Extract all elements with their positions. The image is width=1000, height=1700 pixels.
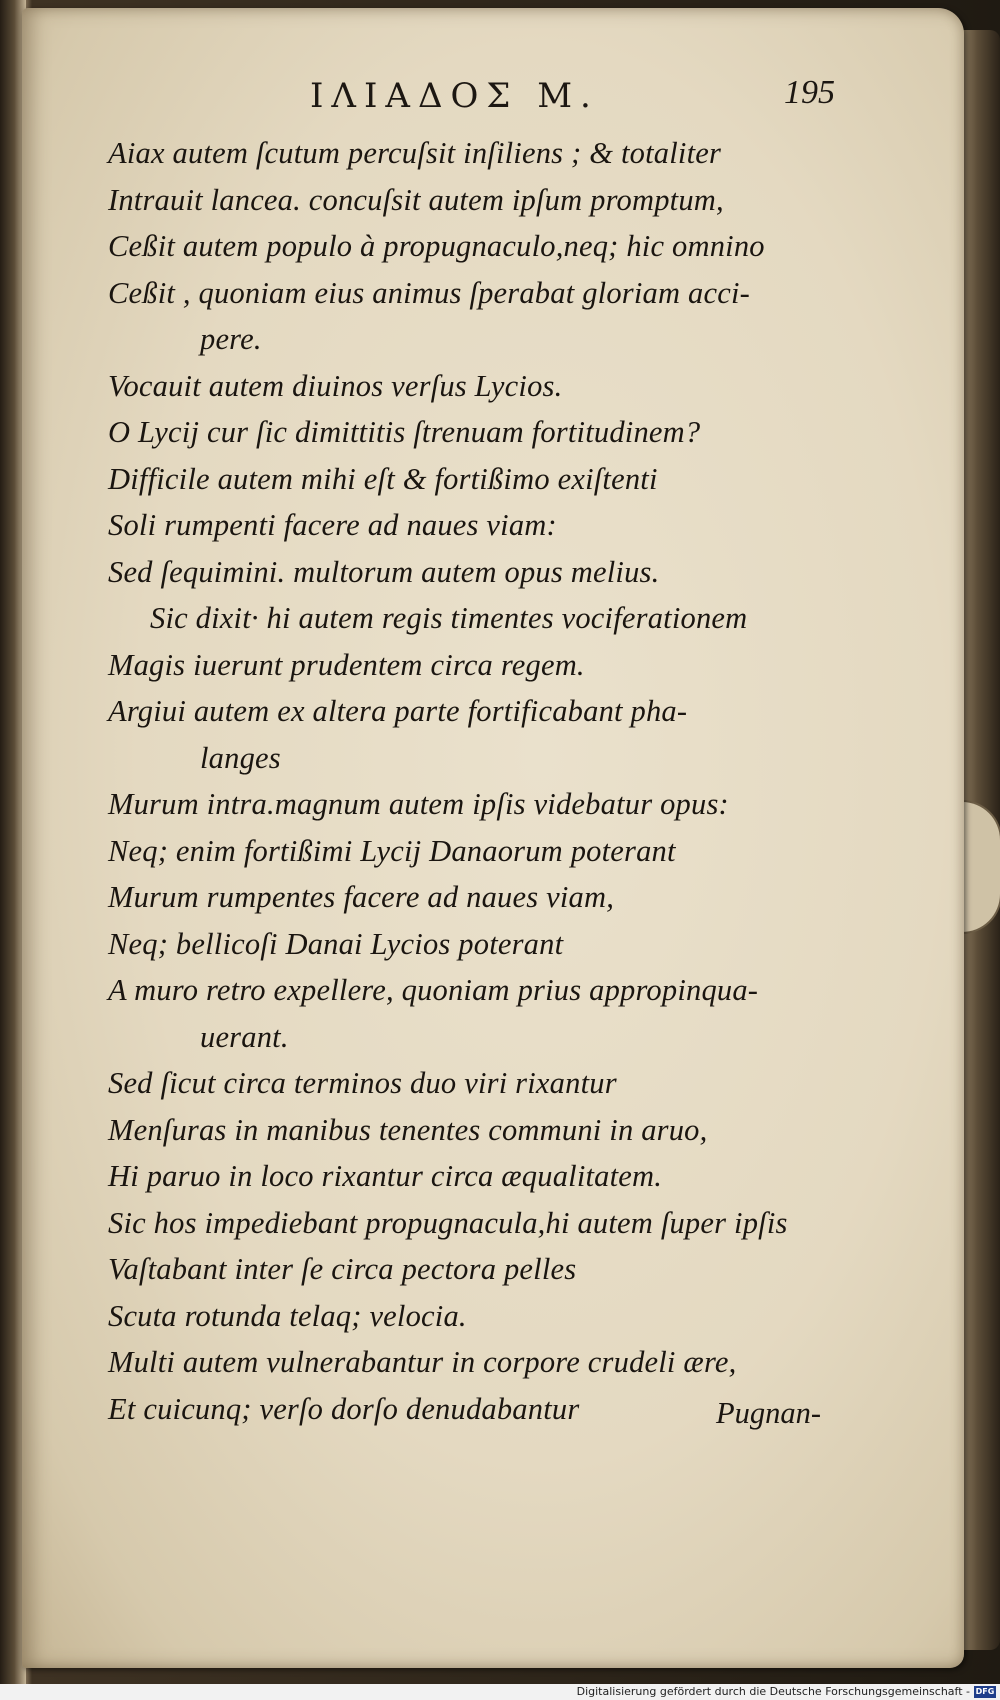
verse-line: Multi autem vulnerabantur in corpore crudeli ære,	[108, 1345, 737, 1379]
verse-line: Argiui autem ex altera parte fortificabant pha-	[108, 694, 688, 728]
digitization-credit-bar	[0, 1684, 1000, 1700]
verse-line-continuation: uerant.	[200, 1019, 289, 1054]
verse-line-continuation: langes	[200, 740, 281, 775]
page-number: 195	[784, 74, 835, 111]
verse-line: Magis iuerunt prudentem circa regem.	[108, 647, 585, 682]
verse-line: Soli rumpenti facere ad naues viam:	[108, 508, 557, 542]
verse-line: Hi paruo in loco rixantur circa æqualitatem.	[108, 1159, 663, 1193]
verse-line: Neq; bellicoſi Danai Lycios poterant	[108, 926, 564, 961]
dfg-logo-icon: DFG	[975, 1687, 995, 1696]
running-title: ΙΛΙΑΔΟΣ Μ.	[310, 76, 599, 116]
catchword: Pugnan-	[716, 1396, 822, 1430]
verse-line: Murum rumpentes facere ad naues viam,	[108, 880, 615, 914]
verse-line: Vaſtabant inter ſe circa pectora pelles	[108, 1252, 577, 1286]
verse-line: Et cuicunq; verſo dorſo denudabantur	[108, 1391, 580, 1426]
verse-line: Sed ſicut circa terminos duo viri rixantur	[108, 1066, 617, 1100]
verse-line: Ceßit autem populo à propugnaculo,neq; hic omnino	[108, 229, 765, 263]
verse-line: Intrauit lancea. concuſsit autem ipſum promptum,	[108, 182, 724, 217]
verse-line: Sic hos impediebant propugnacula,hi autem ſuper ipſis	[108, 1205, 788, 1240]
verse-line: Murum intra.magnum autem ipſis videbatur opus:	[108, 787, 729, 821]
verse-line: Difficile autem mihi eſt & fortißimo exiſtenti	[108, 461, 658, 496]
verse-line: Sed ſequimini. multorum autem opus melius.	[108, 554, 660, 589]
verse-line: O Lycij cur ſic dimittitis ſtrenuam fortitudinem?	[108, 415, 701, 449]
verse-line: Scuta rotunda telaq; velocia.	[108, 1298, 467, 1333]
verse-line: Aiax autem ſcutum percuſsit inſiliens ; & totaliter	[108, 136, 722, 170]
verse-line: Neq; enim fortißimi Lycij Danaorum poterant	[108, 833, 676, 868]
verse-text	[108, 130, 868, 1432]
verse-line: Menſuras in manibus tenentes communi in aruo,	[108, 1112, 708, 1147]
verse-line: A muro retro expellere, quoniam prius appropinqua-	[108, 973, 759, 1007]
digitization-credit: Digitalisierung gefördert durch die Deutsche Forschungsgemeinschaft -	[576, 1685, 970, 1698]
verse-line: Vocauit autem diuinos verſus Lycios.	[108, 368, 563, 403]
page-header	[0, 76, 1000, 120]
verse-line-continuation: pere.	[200, 322, 262, 356]
verse-line: Ceßit , quoniam eius animus ſperabat gloriam acci-	[108, 275, 750, 310]
verse-line-indented: Sic dixit· hi autem regis timentes vociferationem	[150, 601, 748, 635]
